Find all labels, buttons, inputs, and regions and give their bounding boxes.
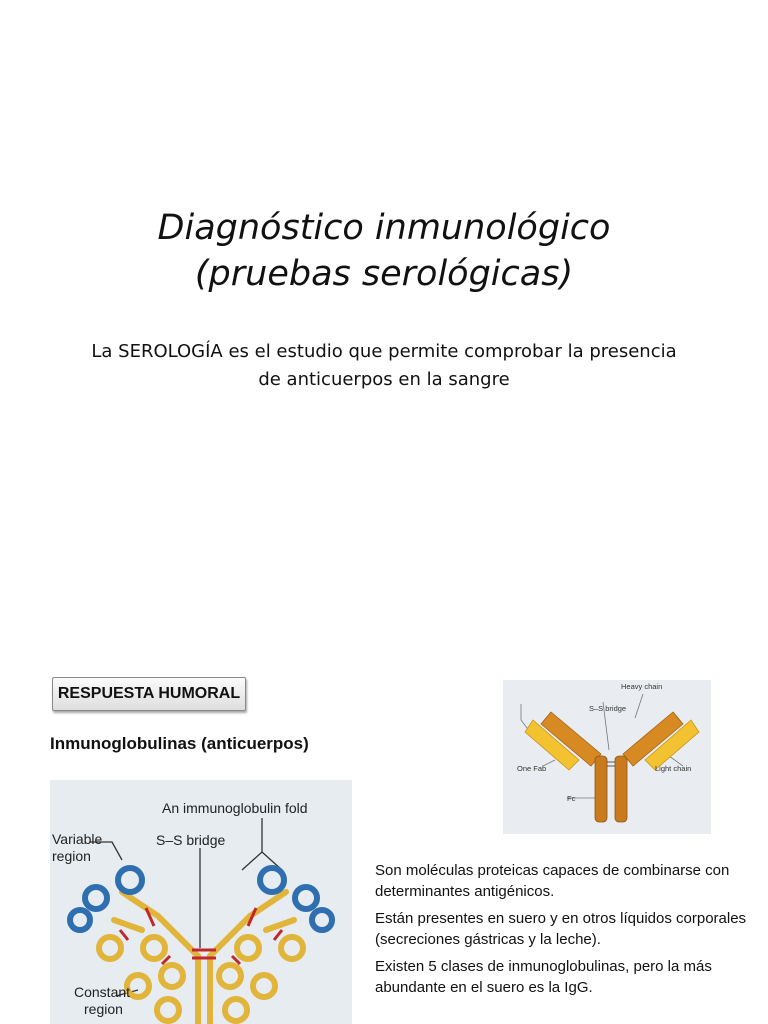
slide-title-line-2: (pruebas serológicas) bbox=[194, 254, 574, 294]
section-heading: Inmunoglobulinas (anticuerpos) bbox=[50, 734, 309, 753]
description-text bbox=[375, 860, 760, 1004]
variable-region-label-line-2: region bbox=[52, 848, 91, 864]
respuesta-humoral-badge: RESPUESTA HUMORAL bbox=[52, 677, 246, 711]
antibody-structure-diagram bbox=[503, 680, 711, 834]
constant-region-label-line-1: Constant bbox=[74, 984, 131, 1000]
constant-region-label-line-2: region bbox=[84, 1001, 123, 1017]
slide-title-line-1: Diagnóstico inmunológico bbox=[157, 208, 611, 248]
one-fab-label: One Fab bbox=[517, 764, 547, 773]
fc-label: Fc bbox=[567, 794, 576, 803]
variable-region-label-line-1: Variable bbox=[52, 831, 103, 847]
antibody-ss-bridge-label: S–S bridge bbox=[589, 704, 627, 713]
immunoglobulin-diagram bbox=[50, 780, 352, 1024]
ss-bridge-label: S–S bridge bbox=[156, 832, 226, 848]
description-paragraph-2: Están presentes en suero y en otros líquidos corporales (secreciones gástricas y la leche). bbox=[375, 910, 747, 948]
heavy-chain-label: Heavy chain bbox=[621, 682, 663, 691]
description-paragraph-1: Son moléculas proteicas capaces de combinarse con determinantes antigénicos. bbox=[375, 862, 730, 900]
immunoglobulin-fold-label: An immunoglobulin fold bbox=[162, 800, 308, 816]
slide-subtitle: La SEROLOGÍA es el estudio que permite comprobar la presencia de anticuerpos en la sangre bbox=[91, 341, 677, 390]
description-paragraph-3: Existen 5 clases de inmunoglobulinas, pero la más abundante en el suero es la IgG. bbox=[375, 958, 712, 996]
light-chain-label: Light chain bbox=[655, 764, 692, 773]
slide-title bbox=[0, 205, 768, 297]
